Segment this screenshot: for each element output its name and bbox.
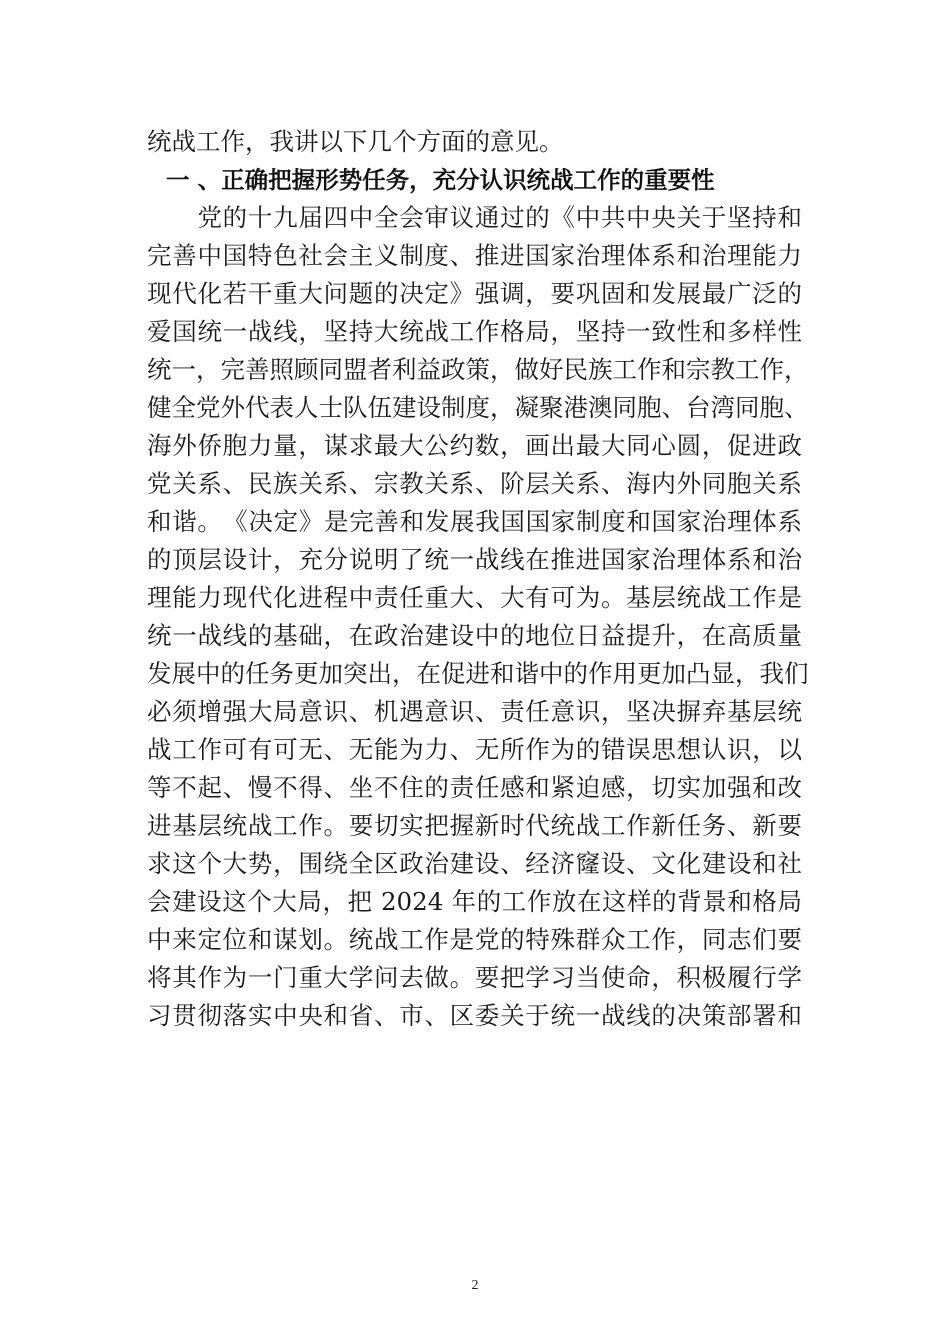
paragraph-line: 健全党外代表人士队伍建设制度，凝聚港澳同胞、台湾同胞、 — [147, 393, 809, 422]
section-heading: 一 、正确把握形势任务，充分认识统战工作的重要性 — [166, 166, 715, 194]
paragraph-line: 将其作为一门重大学问去做。要把学习当使命，积极履行学 — [147, 963, 802, 992]
page-number: 2 — [471, 1278, 479, 1293]
paragraph-line: 完善中国特色社会主义制度、推进国家治理体系和治理能力 — [147, 241, 802, 270]
paragraph-line: 爱国统一战线，坚持大统战工作格局，坚持一致性和多样性 — [147, 317, 802, 346]
paragraph-line: 求这个大势，围绕全区政治建设、经济窿设、文化建设和社 — [147, 849, 802, 878]
paragraph-line: 的顶层设计，充分说明了统一战线在推进国家治理体系和治 — [147, 545, 802, 574]
paragraph-line: 和谐。 《决定》是完善和发展我国国家制度和国家治理体系 — [147, 507, 802, 536]
paragraph-line: 发展中的任务更加突出，在促进和谐中的作用更加凸显，我们 — [147, 659, 809, 688]
paragraph-line: 习贯彻落实中央和省、市、区委关于统一战线的决策部署和 — [147, 1001, 802, 1030]
intro-line: 统战工作，我讲以下几个方面的意见。 — [147, 127, 564, 156]
paragraph-line: 进基层统战工作。要切实把握新时代统战工作新任务、新要 — [147, 811, 802, 840]
paragraph-line: 会建设这个大局，把 2024 年的工作放在这样的背景和格局 — [147, 887, 802, 916]
paragraph-line: 等不起、慢不得、坐不住的责任感和紧迫感，切实加强和改 — [147, 773, 802, 802]
paragraph-line: 统一，完善照顾同盟者利益政策，做好民族工作和宗教工作， — [147, 355, 809, 384]
paragraph-line: 战工作可有可无、无能为力、无所作为的错误思想认识，以 — [147, 735, 802, 764]
paragraph-line: 党关系、民族关系、宗教关系、阶层关系、海内外同胞关系 — [147, 469, 802, 498]
paragraph-line: 必须增强大局意识、机遇意识、责任意识，坚决摒弃基层统 — [147, 697, 802, 726]
paragraph-line: 海外侨胞力量，谋求最大公约数，画出最大同心圆，促进政 — [147, 431, 802, 460]
paragraph-line: 中来定位和谋划。统战工作是党的特殊群众工作，同志们要 — [147, 925, 802, 954]
paragraph-line: 统一战线的基础，在政治建设中的地位日益提升，在高质量 — [147, 621, 802, 650]
paragraph-line: 现代化若干重大问题的决定》强调，要巩固和发展最广泛的 — [147, 279, 802, 308]
paragraph-line: 党的十九届四中全会审议通过的《中共中央关于坚持和 — [147, 203, 802, 232]
paragraph-line: 理能力现代化进程中责任重大、大有可为。基层统战工作是 — [147, 583, 802, 612]
